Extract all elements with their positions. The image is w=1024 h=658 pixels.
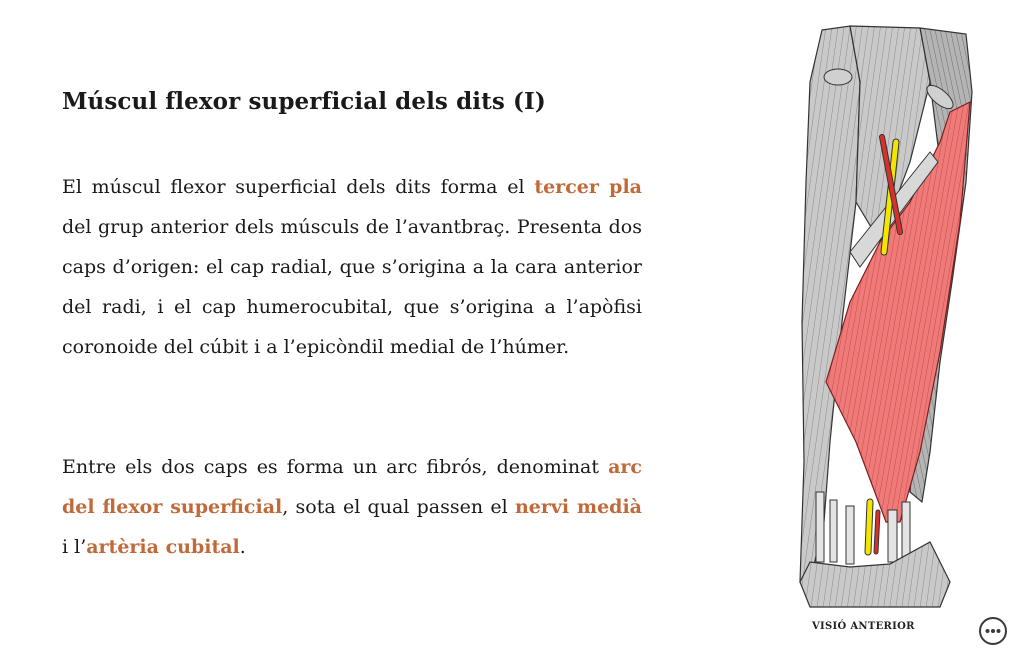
paragraph-text: i l’ xyxy=(62,536,87,558)
paragraph-intro xyxy=(62,167,642,367)
term-arteria-cubital[interactable]: artèria cubital xyxy=(86,536,240,558)
figure-caption: VISIÓ ANTERIOR xyxy=(812,621,915,632)
paragraph-text: Entre els dos caps es forma un arc fibrós, denominat xyxy=(62,456,609,478)
paragraph-text: del grup anterior dels músculs de l’avantbraç. Presenta dos caps d’origen: el cap radial, que s’origina a la cara anterior del radi, i el cap humerocubital, que s’origina a l’apòfisi coronoide del cúbit i a l’epicòndil medial de l’húmer. xyxy=(62,216,642,358)
forearm-anatomy-illustration xyxy=(790,22,980,612)
forearm-muscle-drawing xyxy=(790,22,980,612)
more-options-button[interactable] xyxy=(979,617,1007,645)
term-arc-flexor-superficial[interactable]: arc del flexor superficial xyxy=(62,456,642,518)
paragraph-text: . xyxy=(239,536,246,558)
paragraph-text: El múscul flexor superficial dels dits forma el xyxy=(62,176,535,198)
paragraph-text: , sota el qual passen el xyxy=(282,496,515,518)
page-title: Múscul flexor superficial dels dits (I) xyxy=(62,88,546,115)
more-options-icon xyxy=(985,628,1001,634)
paragraph-arc xyxy=(62,447,642,567)
term-nervi-media[interactable]: nervi medià xyxy=(514,496,642,518)
term-tercer-pla[interactable]: tercer pla xyxy=(534,176,642,198)
